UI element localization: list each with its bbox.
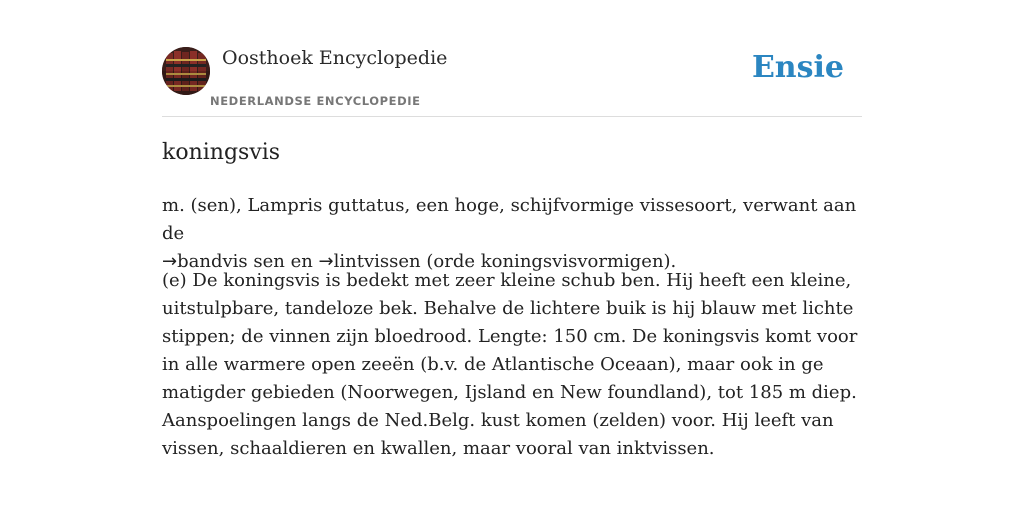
link-lintvissen[interactable]: lintvissen [333,251,421,272]
article-paragraph-definition [162,192,862,276]
site-subtitle: NEDERLANDSE ENCYCLOPEDIE [210,94,421,108]
link-bandvis[interactable]: bandvis [177,251,248,272]
header [162,44,862,117]
definition-outro: (orde koningsvisvormigen). [420,251,677,272]
ensie-logo-link[interactable]: Ensie [751,50,844,85]
article-paragraph-description: (e) De koningsvis is bedekt met zeer kleine schub ben. Hij heeft een kleine, uitstulpbare, tandeloze bek. Behalve de lichtere buik is hij blauw met lichte stippen; de vinnen zijn bloedrood. Lengte: 150 cm. De koningsvis komt voor in alle warmere open zeeën (b.v. de Atlantische Oceaan), maar ook in ge matigder gebieden (Noorwegen, Ijsland en New foundland), tot 185 m diep. Aanspoelingen langs de Ned.Belg. kust komen (zelden) voor. Hij leeft van vissen, schaaldieren en kwallen, maar vooral van inktvissen. [162,270,858,459]
article-title: koningsvis [162,140,281,165]
definition-intro: m. (sen), Lampris guttatus, een hoge, schijfvormige vissesoort, verwant aan de [162,195,857,244]
site-name[interactable]: Oosthoek Encyclopedie [222,47,448,69]
arrow-right-icon: → [162,251,178,272]
book-spines-icon[interactable] [162,47,210,95]
definition-mid: sen en [247,251,319,272]
arrow-right-icon: → [318,251,334,272]
